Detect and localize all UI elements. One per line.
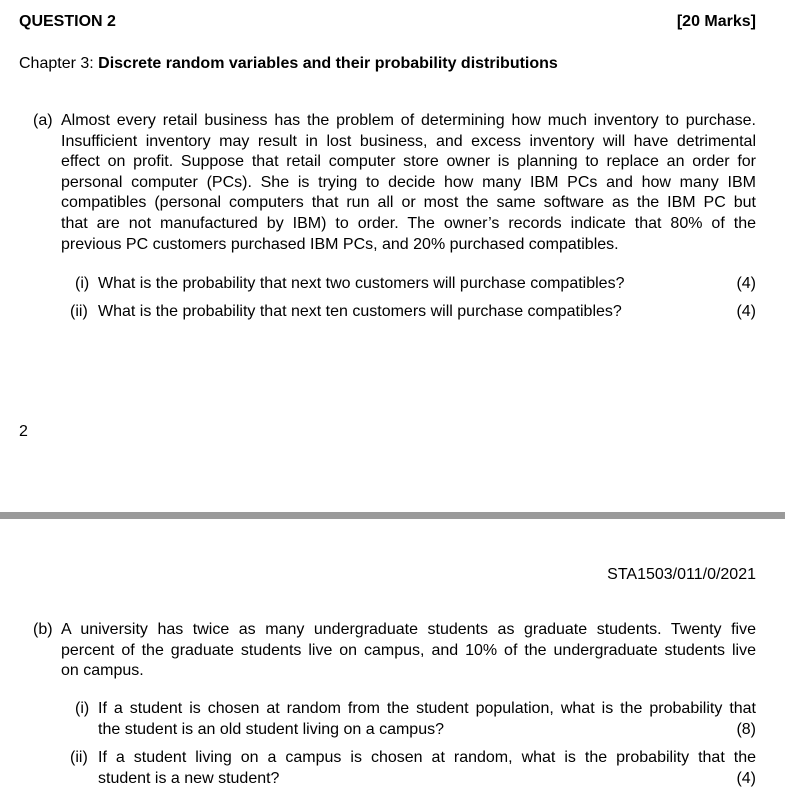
question-title: QUESTION 2 bbox=[19, 13, 116, 30]
part-b-subq-i-label: (i) bbox=[75, 700, 90, 717]
part-a-line: personal computer (PCs). She is trying to decide how many IBM PCs and how many IBM bbox=[61, 173, 756, 191]
part-a-label: (a) bbox=[33, 112, 53, 129]
part-b-subq-ii-marks: (4) bbox=[736, 770, 756, 787]
part-b-paragraph bbox=[61, 620, 756, 682]
part-b-subq-ii-line: student is a new student? bbox=[98, 769, 280, 787]
chapter-prefix: Chapter 3: bbox=[19, 55, 99, 72]
part-a-subq-ii-marks: (4) bbox=[736, 303, 756, 320]
chapter-heading bbox=[19, 55, 558, 73]
part-b-subq-ii-text bbox=[98, 748, 756, 789]
part-b-subq-i-line: If a student is chosen at random from the student population, what is the probability that bbox=[98, 700, 756, 717]
part-b-label: (b) bbox=[33, 621, 53, 638]
part-a-subq-i-label: (i) bbox=[75, 275, 90, 292]
part-b-line: on campus. bbox=[61, 662, 144, 680]
part-b-subq-i-marks: (8) bbox=[736, 721, 756, 738]
document-code: STA1503/011/0/2021 bbox=[607, 566, 756, 583]
part-a-line: previous PC customers purchased IBM PCs, and 20% purchased compatibles. bbox=[61, 235, 619, 253]
part-a-subq-i-marks: (4) bbox=[736, 275, 756, 292]
part-b-line: percent of the graduate students live on campus, and 10% of the undergraduate students live bbox=[61, 641, 756, 659]
part-a-subq-ii-label: (ii) bbox=[70, 303, 88, 320]
part-a-line: compatibles (personal computers that run all or most the same software as the IBM PC but bbox=[61, 194, 756, 212]
part-a-line: Almost every retail business has the problem of determining how much inventory to purchase. bbox=[61, 112, 756, 129]
part-a-line: that are not manufactured by IBM) to order. The owner’s records indicate that 80% of the bbox=[61, 214, 756, 232]
part-a-paragraph bbox=[61, 111, 756, 255]
chapter-title: Discrete random variables and their probability distributions bbox=[98, 55, 558, 72]
part-a-line: effect on profit. Suppose that retail computer store owner is planning to replace an order for bbox=[61, 153, 756, 171]
part-b-subq-ii-label: (ii) bbox=[70, 749, 88, 766]
page-number: 2 bbox=[19, 423, 28, 440]
part-a-subq-ii-text: What is the probability that next ten customers will purchase compatibles? bbox=[98, 303, 622, 320]
part-b-subq-i-line: the student is an old student living on a campus? bbox=[98, 720, 444, 738]
page-break-divider bbox=[0, 512, 785, 519]
part-b-line: A university has twice as many undergraduate students as graduate students. Twenty five bbox=[61, 621, 756, 638]
part-a-subq-i-text: What is the probability that next two customers will purchase compatibles? bbox=[98, 275, 625, 292]
part-b-subq-ii-line: If a student living on a campus is chosen at random, what is the probability that the bbox=[98, 749, 756, 766]
part-a-line: Insufficient inventory may result in lost business, and excess inventory will have detrimental bbox=[61, 132, 756, 150]
question-marks: [20 Marks] bbox=[676, 13, 756, 30]
part-b-subq-i-text bbox=[98, 699, 756, 740]
